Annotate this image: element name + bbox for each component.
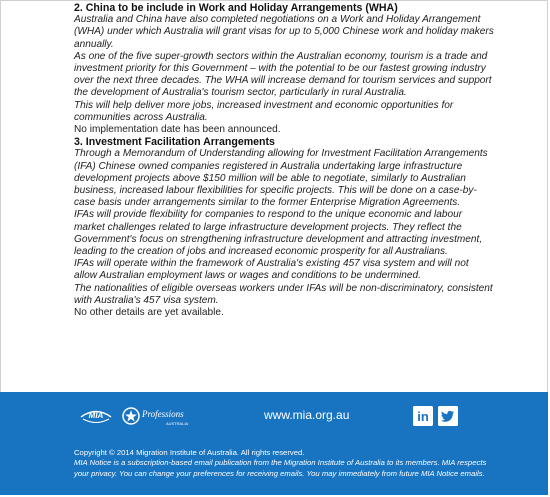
section-3-paragraph-1: Through a Memorandum of Understanding allowing for Investment Facilitation Arrangements (IFA) Chinese owned companies registered in Australia undertaking large infrastructure development projects above $150 million will be able to negotiate, similarly to Australian business, increased labour flexibilities for specific projects. This will be done on a case-by-case basis under arrangements similar to the former Enterprise Migration Agreements. (74, 148, 488, 209)
section-2-paragraph-3: This will help deliver more jobs, increased investment and economic opportunities for communities across Australia. (74, 99, 454, 123)
section-3-heading: 3. Investment Facilitation Arrangements (74, 136, 275, 149)
twitter-icon[interactable] (438, 406, 458, 426)
professions-logo-subtext: AUSTRALIA (166, 421, 189, 426)
mia-logo-text: MIA (88, 411, 104, 420)
footer-bar (0, 392, 548, 495)
section-3-paragraph-3: IFAs will operate within the framework of Australia's existing 457 visa system and will not allow Australian employment laws or wages and conditions to be undermined. (74, 258, 469, 282)
section-2-heading: 2. China to be include in Work and Holiday Arrangements (WHA) (74, 2, 398, 14)
section-2-paragraph-1: Australia and China have also completed negotiations on a Work and Holiday Arrangement (WHA) under which Australia will grant visas for up to 5,000 Chinese work and holiday makers annually. (74, 14, 494, 50)
section-3-paragraph-5: No other details are yet available. (74, 307, 224, 319)
professions-australia-logo-icon[interactable] (122, 406, 204, 428)
linkedin-icon[interactable] (413, 406, 433, 426)
section-3-paragraph-4: The nationalities of eligible overseas workers under IFAs will be non-discriminatory, consistent with Australia's 457 visa system. (74, 282, 493, 306)
newsletter-body (74, 2, 494, 319)
linkedin-icon-glyph: in (417, 409, 429, 424)
notice-text: MIA Notice is a subscription-based email publication from the Migration Institute of Australia to its members. MIA respects your privacy. You can change your preferences for receiving emails. You may immediately from future MIA Notice emails. (74, 458, 487, 478)
copyright-text: Copyright © 2014 Migration Institute of Australia. All rights reserved. (74, 448, 305, 457)
website-link[interactable]: www.mia.org.au (264, 408, 350, 422)
section-3-paragraph-2: IFAs will provide flexibility for companies to respond to the unique economic and labour market challenges related to large infrastructure development projects. They reflect the Government's focus on strengthening infrastructure development and attracting investment, leading to the creation of jobs and increased economic prosperity for all Australians. (74, 209, 483, 258)
section-2-paragraph-2: As one of the five super-growth sectors within the Australian economy, tourism is a trade and investment priority for this Government – with the potential to be our fastest growing industry over the next three decades. The WHA will increase demand for tourism services and support the development of Australia's tourism sector, particularly in rural Australia. (74, 50, 492, 99)
professions-logo-text: Professions (142, 409, 184, 419)
mia-logo-icon[interactable] (78, 404, 114, 426)
section-2-paragraph-4: No implementation date has been announced. (74, 124, 281, 136)
footer-legal (74, 448, 494, 479)
